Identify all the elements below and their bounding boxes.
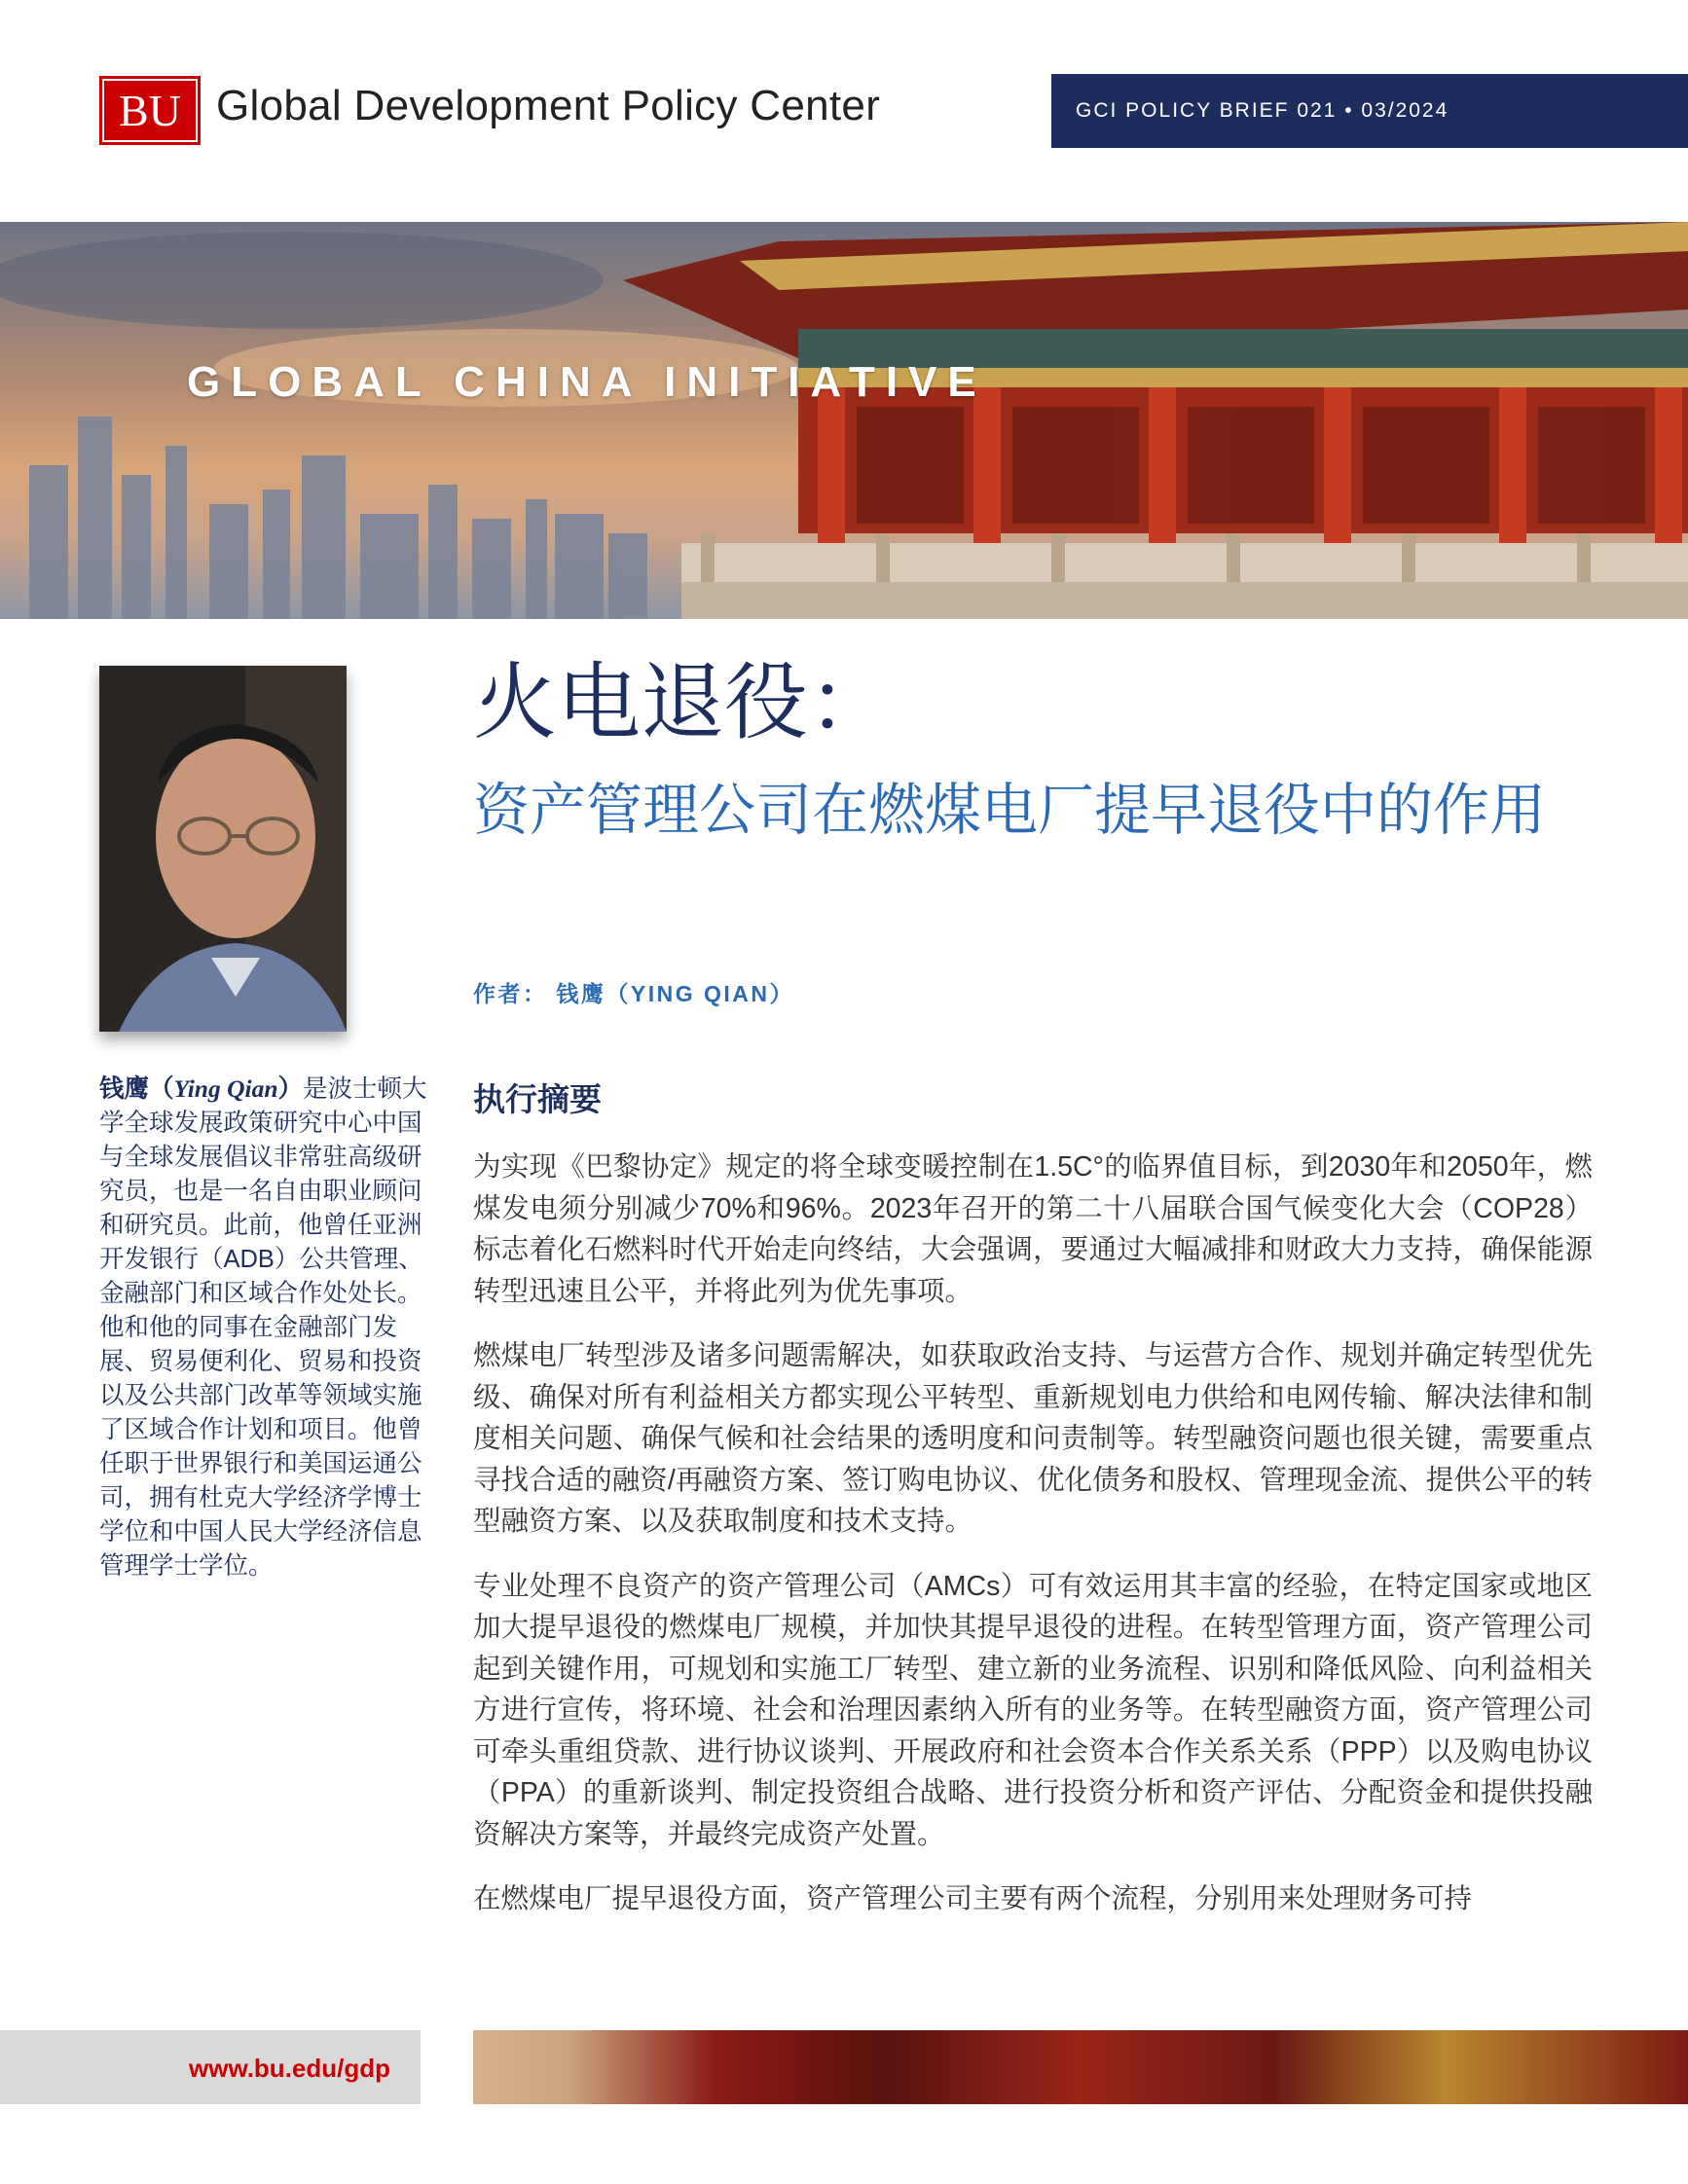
banner-title: GLOBAL CHINA INITIATIVE: [187, 358, 987, 406]
banner-image: [0, 222, 1688, 619]
page-title: 火电退役：: [473, 656, 892, 749]
article-body: [473, 1147, 1593, 1944]
policy-brief-label: [1051, 74, 1688, 148]
page-subtitle: 资产管理公司在燃煤电厂提早退役中的作用: [473, 779, 1547, 842]
paragraph: 为实现《巴黎协定》规定的将全球变暖控制在1.5C°的临界值目标，到2030年和2050年，燃煤发电须分别减少70%和96%。2023年召开的第二十八届联合国气候变化大会（COP28）标志着化石燃料时代开始走向终结，大会强调，要通过大幅减排和财政大力支持，确保能源转型迅速且公平，并将此列为优先事项。: [473, 1151, 1593, 1307]
bu-logo: BU: [99, 76, 201, 145]
bio-paren-close: ）: [277, 1075, 304, 1103]
paragraph: 专业处理不良资产的资产管理公司（AMCs）可有效运用其丰富的经验，在特定国家或地区加大提早退役的燃煤电厂规模，并加快其提早退役的进程。在转型管理方面，资产管理公司起到关键作用，可规划和实施工厂转型、建立新的业务流程、识别和降低风险、向利益相关方进行宣传，将环境、社会和治理因素纳入所有的业务等。在转型融资方面，资产管理公司可牵头重组贷款、进行协议谈判、开展政府和社会资本合作关系关系（PPP）以及购电协议（PPA）的重新谈判、制定投资组合战略、进行投资分析和资产评估、分配资金和提供投融资解决方案等，并最终完成资产处置。: [473, 1570, 1593, 1850]
paragraph: 在燃煤电厂提早退役方面，资产管理公司主要有两个流程，分别用来处理财务可持: [473, 1883, 1473, 1914]
section-heading-executive-summary: 执行摘要: [473, 1081, 602, 1117]
author-bio: [99, 1072, 428, 1583]
bio-paren-open: （: [149, 1075, 174, 1103]
policy-brief-text: GCI POLICY BRIEF 021 • 03/2024: [1076, 99, 1449, 122]
author-photo: [99, 666, 347, 1032]
bio-text: 是波士顿大学全球发展政策研究中心中国与全球发展倡议非常驻高级研究员，也是一名自由职业顾问和研究员。此前，他曾任亚洲开发银行（ADB）公共管理、金融部门和区域合作处处长。他和他的同事在金融部门发展、贸易便利化、贸易和投资以及公共部门改革等领域实施了区域合作计划和项目。他曾任职于世界银行和美国运通公司，拥有杜克大学经济学博士学位和中国人民大学经济信息管理学士学位。: [99, 1075, 427, 1580]
footer-banner-image: [473, 2030, 1688, 2104]
org-name: Global Development Policy Center: [216, 82, 881, 129]
bio-author-latin-name: Ying Qian: [173, 1074, 278, 1103]
footer-url-link[interactable]: www.bu.edu/gdp: [189, 2054, 391, 2083]
banner-illustration: [0, 222, 1688, 619]
author-portrait: [99, 666, 347, 1032]
bio-author-name: 钱鹰: [99, 1075, 150, 1103]
paragraph: 燃煤电厂转型涉及诸多问题需解决，如获取政治支持、与运营方合作、规划并确定转型优先级、确保对所有利益相关方都实现公平转型、重新规划电力供给和电网传输、解决法律和制度相关问题、确保气候和社会结果的透明度和问责制等。转型融资问题也很关键，需要重点寻找合适的融资/再融资方案、签订购电协议、优化债务和股权、管理现金流、提供公平的转型融资方案、以及获取制度和技术支持。: [473, 1340, 1593, 1537]
byline: 作者： 钱鹰（YING QIAN）: [473, 981, 795, 1006]
